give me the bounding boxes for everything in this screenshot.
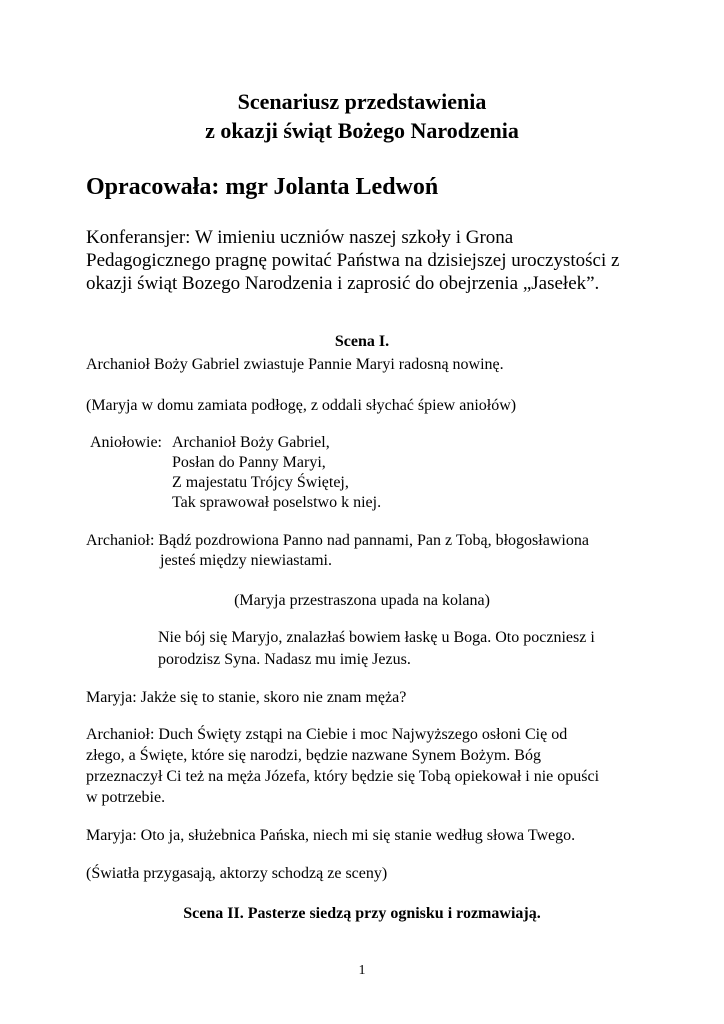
angels-verse-3: Z majestatu Trójcy Świętej, [172,474,349,491]
title-line-2: z okazji świąt Bożego Narodzenia [205,118,519,143]
intro-line-2: Pedagogicznego pragnę powitać Państwa na dzisiejszej uroczystości z [86,250,620,271]
page-number: 1 [358,963,366,978]
stage-direction-3: (Światła przygasają, aktorzy schodzą ze sceny) [86,865,388,882]
mary-line-2: Maryja: Oto ja, służebnica Pańska, niech mi się stanie według słowa Twego. [86,827,576,844]
intro-line-1: Konferansjer: W imieniu uczniów naszej szkoły i Grona [86,227,514,248]
scene-1-heading: Scena I. [334,333,390,350]
angels-speaker: Aniołowie: [90,434,162,451]
angels-verse-2: Posłan do Panny Maryi, [172,454,326,471]
archangel-speech-2-line-2: porodzisz Syna. Nadasz mu imię Jezus. [158,651,411,668]
author-line: Opracowała: mgr Jolanta Ledwoń [86,174,439,200]
intro-line-3: okazji świąt Bozego Narodzenia i zaprosić do obejrzenia „Jasełek”. [86,273,600,294]
mary-line-1: Maryja: Jakże się to stanie, skoro nie znam męża? [86,689,407,706]
archangel-speech-2-line-1: Nie bój się Maryjo, znalazłaś bowiem łaskę u Boga. Oto poczniesz i [158,629,595,646]
title-line-1: Scenariusz przedstawienia [237,89,487,114]
angels-verse-1: Archanioł Boży Gabriel, [172,434,330,451]
scene-1-description: Archanioł Boży Gabriel zwiastuje Pannie Maryi radosną nowinę. [86,356,504,373]
archangel-speech-3-line-1: Archanioł: Duch Święty zstąpi na Ciebie i moc Najwyższego osłoni Cię od [86,726,568,743]
archangel-line-2: jesteś między niewiastami. [160,552,332,569]
archangel-speech-3-line-3: przeznaczył Ci też na męża Józefa, który będzie się Tobą opiekował i nie opuści [86,768,600,785]
archangel-line-1: Archanioł: Bądź pozdrowiona Panno nad pannami, Pan z Tobą, błogosławiona [86,532,589,549]
stage-direction-1: (Maryja w domu zamiata podłogę, z oddali słychać śpiew aniołów) [86,397,517,414]
archangel-speech-3-line-2: złego, a Święte, które się narodzi, będzie nazwane Synem Bożym. Bóg [86,747,541,764]
intro-paragraph [86,226,666,295]
archangel-speech-3-line-4: w potrzebie. [86,789,166,806]
stage-direction-2: (Maryja przestraszona upada na kolana) [234,592,490,609]
angels-verse-4: Tak sprawował poselstwo k niej. [172,494,382,511]
scene-2-heading: Scena II. Pasterze siedzą przy ognisku i rozmawiają. [183,905,541,922]
